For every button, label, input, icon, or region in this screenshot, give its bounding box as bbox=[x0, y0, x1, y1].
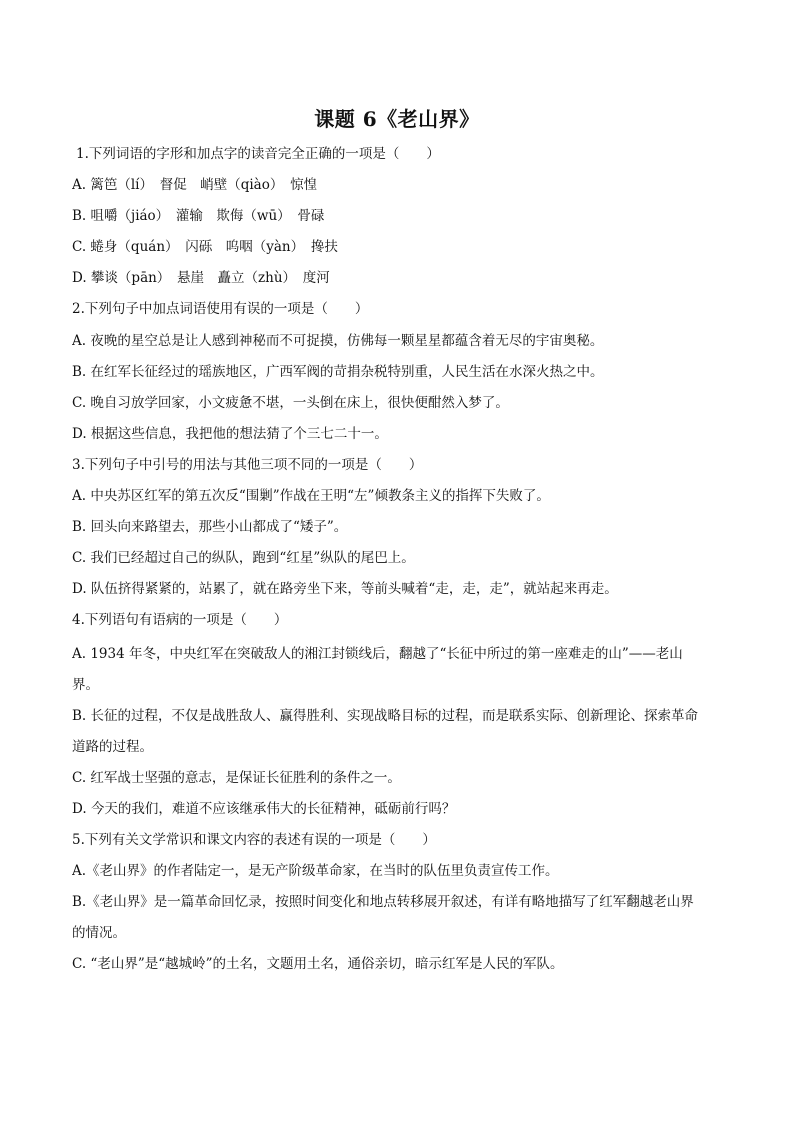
question-2-option-b: B. 在红军长征经过的瑶族地区，广西军阀的苛捐杂税特别重，人民生活在水深火热之中。 bbox=[72, 364, 604, 380]
question-1-option-a: A. 篱笆（lí） 督促 峭壁（qiào） 惊惶 bbox=[72, 177, 318, 193]
question-2-option-c: C. 晚自习放学回家，小文疲惫不堪，一头倒在床上，很快便酣然入梦了。 bbox=[72, 395, 509, 411]
question-3-option-a: A. 中央苏区红军的第五次反“围剿”作战在王明“左”倾教条主义的指挥下失败了。 bbox=[72, 488, 550, 504]
question-5-option-c: C. “老山界”是“越城岭”的土名，文题用土名，通俗亲切，暗示红军是人民的军队。 bbox=[72, 956, 564, 972]
question-3-option-c: C. 我们已经超过自己的纵队，跑到“红星”纵队的尾巴上。 bbox=[72, 550, 415, 566]
question-1-option-d: D. 攀谈（pān） 悬崖 矗立（zhù） 度河 bbox=[72, 270, 330, 286]
page-title: 课题 6《老山界》 bbox=[314, 107, 480, 131]
question-5-stem: 5.下列有关文学常识和课文内容的表述有误的一项是（ ） bbox=[72, 832, 436, 848]
question-2-option-a: A. 夜晚的星空总是让人感到神秘而不可捉摸，仿佛每一颗星星都蕴含着无尽的宇宙奥秘。 bbox=[72, 333, 604, 349]
question-1-stem: 1.下列词语的字形和加点字的读音完全正确的一项是（ ） bbox=[76, 146, 440, 162]
question-2-option-d: D. 根据这些信息，我把他的想法猜了个三七二十一。 bbox=[72, 426, 388, 442]
question-3-option-b: B. 回头向来路望去，那些小山都成了“矮子”。 bbox=[72, 519, 348, 535]
question-4-option-a-cont: 界。 bbox=[72, 677, 99, 693]
question-3-option-d: D. 队伍挤得紧紧的，站累了，就在路旁坐下来，等前头喊着“走，走，走”，就站起来再走。 bbox=[72, 581, 618, 597]
question-4-option-b-cont: 道路的过程。 bbox=[72, 739, 153, 755]
question-1-option-c: C. 蜷身（quán） 闪砾 呜咽（yàn） 搀扶 bbox=[72, 239, 338, 255]
question-4-option-b: B. 长征的过程，不仅是战胜敌人、赢得胜利、实现战略目标的过程，而是联系实际、创新理论、探索革命 bbox=[72, 708, 699, 724]
question-5-option-a: A.《老山界》的作者陆定一，是无产阶级革命家，在当时的队伍里负责宣传工作。 bbox=[72, 863, 559, 879]
question-3-stem: 3.下列句子中引号的用法与其他三项不同的一项是（ ） bbox=[72, 457, 423, 473]
question-1-option-b: B. 咀嚼（jiáo） 灌输 欺侮（wū） 骨碌 bbox=[72, 208, 325, 224]
question-4-option-c: C. 红军战士坚强的意志，是保证长征胜利的条件之一。 bbox=[72, 770, 401, 786]
question-4-stem: 4.下列语句有语病的一项是（ ） bbox=[72, 612, 288, 628]
question-4-option-d: D. 今天的我们，难道不应该继承伟大的长征精神，砥砺前行吗？ bbox=[72, 801, 456, 817]
question-5-option-b-cont: 的情况。 bbox=[72, 925, 126, 941]
question-5-option-b: B.《老山界》是一篇革命回忆录，按照时间变化和地点转移展开叙述，有详有略地描写了红军翻越老山界 bbox=[72, 894, 694, 910]
question-4-option-a: A. 1934 年冬，中央红军在突破敌人的湘江封锁线后，翻越了“长征中所过的第一座难走的山”——老山 bbox=[72, 646, 683, 662]
question-2-stem: 2.下列句子中加点词语使用有误的一项是（ ） bbox=[72, 301, 369, 317]
